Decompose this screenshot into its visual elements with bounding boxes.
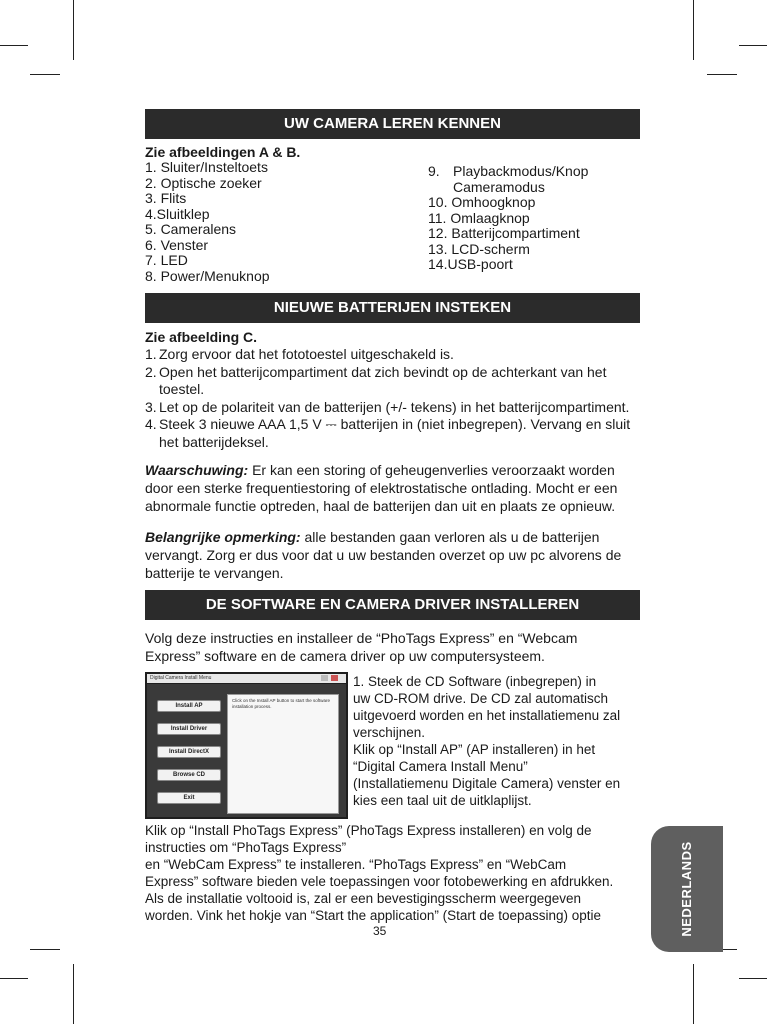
close-icon [331,675,338,681]
screenshot-info-box [227,694,339,814]
crop-mark [739,45,767,46]
list-item: 4.Sluitklep [145,205,210,222]
list-item: 3. Flits [145,190,187,206]
note-text: alle bestanden gaan verloren als u de batterijen vervangt. Zorg er dus voor dat u uw bestanden overzet op uw pc alvorens de batterije te vervangen. [145,529,622,581]
step-text: Open het batterijcompartiment dat zich bevindt op de achterkant van het toestel. [159,363,607,397]
note-label: Belangrijke opmerking: [145,529,301,545]
install-ap-button[interactable]: Install AP [157,700,221,712]
crop-mark [73,30,74,60]
install-step-text [353,673,653,809]
step-number: 1. [145,346,157,362]
crop-mark [739,978,767,979]
note-paragraph [145,528,645,582]
list-item [145,346,645,364]
step-text: Steek 3 nieuwe AAA 1,5 V ⎓ batterijen in (niet inbegrepen). Vervang en sluit het batterijdeksel. [159,416,631,450]
list-item: 10. Omhoogknop [428,194,536,210]
step-text: Let op de polariteit van de batterijen (+/- tekens) in het batterijcompartiment. [159,398,630,415]
figure-reference-ab: Zie afbeeldingen A & B. [145,144,301,160]
list-item: 2. Optische zoeker [145,174,262,191]
section-header-software: DE SOFTWARE EN CAMERA DRIVER INSTALLEREN [145,590,640,620]
exit-button[interactable]: Exit [157,792,221,804]
text-line: (Installatiemenu Digitale Camera) venster en [353,776,621,791]
screenshot-window-title: Digital Camera Install Menu [147,674,346,683]
crop-mark [707,74,737,75]
step-number: 4. [145,416,157,432]
text-line: worden. Vink het hokje van “Start the application” (Start de toepassing) optie [145,908,602,923]
list-item [145,399,645,417]
list-item: 13. LCD-scherm [428,240,530,257]
screenshot-panel [147,684,346,817]
crop-mark [73,0,74,30]
install-driver-button[interactable]: Install Driver [157,723,221,735]
minimize-icon [321,675,328,681]
text-line: verschijnen. [353,725,426,740]
text-line: Express” software bieden vele toepassingen voor fotobewerking en afdrukken. [145,874,614,889]
crop-mark [0,978,28,979]
text-line: Klik op “Install PhoTags Express” (PhoTags Express installeren) en volg de [145,823,592,838]
list-item: 11. Omlaagknop [428,209,530,226]
install-menu-screenshot [145,672,348,819]
list-item: 14.USB-poort [428,256,513,272]
step-text: Zorg ervoor dat het fototoestel uitgeschakeld is. [159,346,454,362]
crop-mark [30,74,60,75]
text-line: kies een taal uit de uitklaplijst. [353,793,532,808]
screenshot-hint: Click on the Install AP button to start the software installation process. [232,698,330,709]
battery-steps [145,346,645,451]
list-item-number: 9. [428,163,440,179]
parts-list-left [145,160,270,284]
step-number: 2. [145,363,157,380]
step-number: 3. [145,398,157,415]
text-line: en “WebCam Express” te installeren. “PhoTags Express” en “WebCam [145,857,567,872]
crop-mark [0,45,28,46]
crop-mark [693,964,694,1024]
list-item: 12. Batterijcompartiment [428,225,580,241]
list-item: Cameramodus [453,178,545,195]
text-line: 1. Steek de CD Software (inbegrepen) in [353,674,597,689]
list-item [145,416,645,451]
text-line: Klik op “Install AP” (AP installeren) in het [353,742,596,757]
list-item: 8. Power/Menuknop [145,267,270,284]
install-body-text [145,822,650,924]
crop-mark [73,964,74,1024]
text-line: uitgevoerd worden en het installatiemenu zal [353,708,621,723]
install-directx-button[interactable]: Install DirectX [157,746,221,758]
text-line: instructies om “PhoTags Express” [145,840,347,855]
language-tab-label: NEDERLANDS [679,841,694,937]
page-number: 35 [373,924,387,938]
software-intro: Volg deze instructies en installeer de “PhoTags Express” en “Webcam Express” software en de camera driver op uw computersysteem. [145,630,578,664]
crop-mark [693,0,694,60]
crop-mark [30,949,60,950]
warning-text: Er kan een storing of geheugenverlies veroorzaakt worden door een sterke frequentiestoring of elektrostatische ontlading. Mocht er een abnormale functie optreden, haal de batterijen dan uit en plaats ze opnieuw. [145,462,618,514]
warning-label: Waarschuwing: [145,462,249,478]
list-item: 7. LED [145,252,188,268]
list-item [145,364,645,399]
text-line: Als de installatie voltooid is, zal er een bevestigingsscherm weergegeven [145,891,581,906]
section-header-camera: UW CAMERA LEREN KENNEN [145,109,640,139]
list-item: Playbackmodus/Knop [453,163,589,179]
text-line: “Digital Camera Install Menu” [353,759,528,774]
section-header-batteries: NIEUWE BATTERIJEN INSTEKEN [145,293,640,323]
list-item: 5. Cameralens [145,221,237,237]
browse-cd-button[interactable]: Browse CD [157,769,221,781]
list-item: 1. Sluiter/Insteltoets [145,159,268,175]
warning-paragraph [145,461,645,515]
language-tab [651,826,723,952]
figure-reference-c: Zie afbeelding C. [145,329,258,345]
text-line: uw CD-ROM drive. De CD zal automatisch [353,691,609,706]
list-item: 6. Venster [145,236,209,253]
parts-list-right [428,164,588,273]
